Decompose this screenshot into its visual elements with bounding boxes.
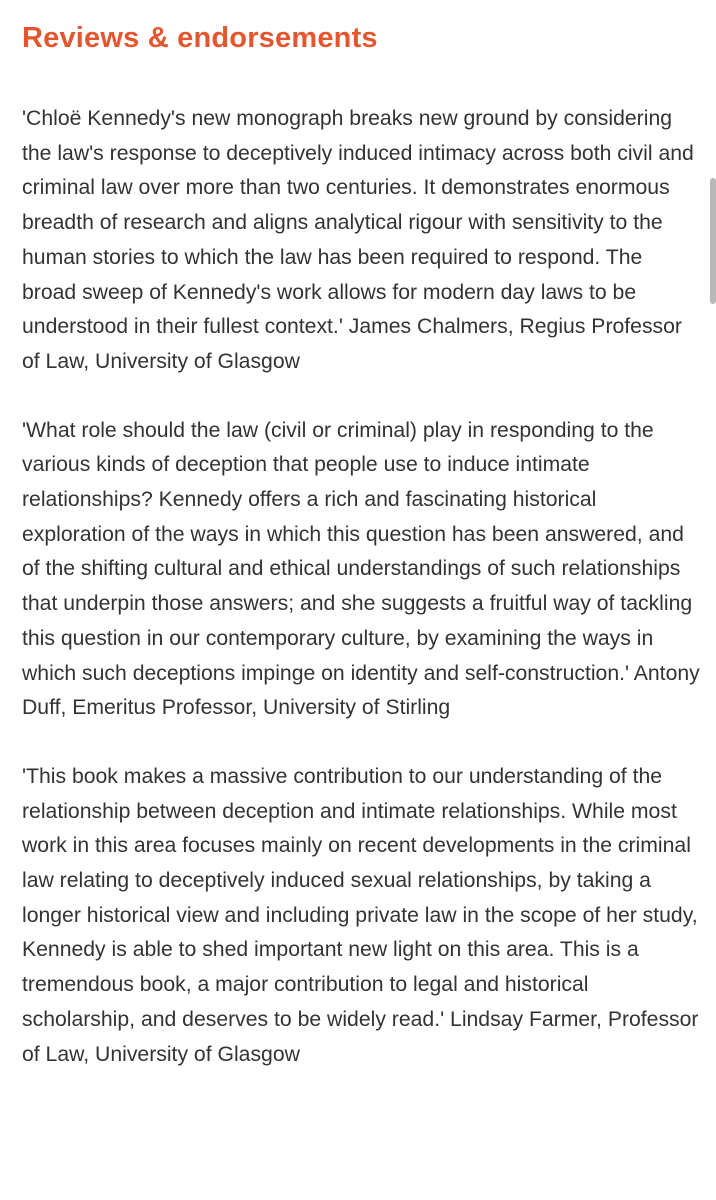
review-item: 'What role should the law (civil or criminal) play in responding to the various kinds of deception that people use to induce intimate relationships? Kennedy offers a rich and fascinating historical exploration of the ways in which this question has been answered, and of the shifting cultural and ethical understandings of such relationships that underpin those answers; and she suggests a fruitful way of tackling this question in our contemporary culture, by examining the ways in which such deceptions impinge on identity and self-construction.' Antony Duff, Emeritus Professor, University of Stirling [22, 418, 700, 720]
review-item: 'This book makes a massive contribution to our understanding of the relationship between deception and intimate relationships. While most work in this area focuses mainly on recent developments in the criminal law relating to deceptively induced sexual relationships, by taking a longer historical view and including private law in the scope of her study, Kennedy is able to shed important new light on this area. This is a tremendous book, a major contribution to legal and historical scholarship, and deserves to be widely read.' Lindsay Farmer, Professor of Law, University of Glasgow [22, 764, 699, 1066]
reviews-list [22, 102, 702, 1072]
section-title: Reviews & endorsements [22, 22, 378, 54]
reviews-section [22, 18, 702, 1072]
vertical-scrollbar[interactable] [710, 178, 716, 304]
review-item: 'Chloë Kennedy's new monograph breaks new ground by considering the law's response to deceptively induced intimacy across both civil and criminal law over more than two centuries. It demonstrates enormous breadth of research and aligns analytical rigour with sensitivity to the human stories to which the law has been required to respond. The broad sweep of Kennedy's work allows for modern day laws to be understood in their fullest context.' James Chalmers, Regius Professor of Law, University of Glasgow [22, 107, 694, 373]
